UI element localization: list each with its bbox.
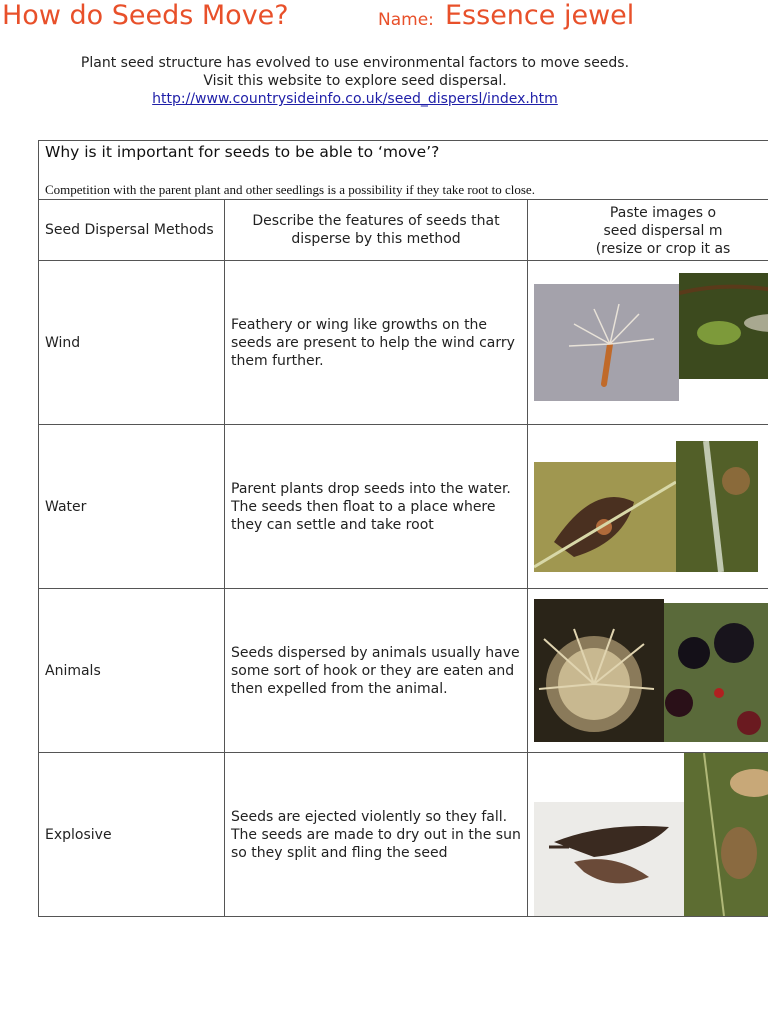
water-seedpod-photo[interactable]	[534, 462, 676, 572]
image-cell[interactable]	[528, 261, 768, 425]
header-images-line-3: (resize or crop it as	[595, 241, 731, 257]
wind-seedpod-photo[interactable]	[679, 273, 768, 379]
table-row	[39, 261, 768, 425]
method-cell: Water	[39, 425, 225, 589]
page-title: How do Seeds Move?	[2, 0, 289, 31]
header-images	[528, 200, 768, 261]
header-images-line-1: Paste images o	[609, 205, 717, 221]
intro-text	[0, 54, 710, 108]
question-answer[interactable]: Competition with the parent plant and other seedlings is a possibility if they take root to close.	[45, 182, 535, 197]
seed-dispersal-table	[38, 140, 768, 917]
description-cell[interactable]: Seeds are ejected violently so they fall. The seeds are made to dry out in the sun so they split and fling the seed	[225, 753, 528, 917]
header-images-line-2: seed dispersal m	[603, 223, 723, 239]
name-label: Name:	[378, 10, 434, 30]
description-cell[interactable]: Parent plants drop seeds into the water. The seeds then float to a place where they can settle and take root	[225, 425, 528, 589]
method-cell: Wind	[39, 261, 225, 425]
intro-line-2: Visit this website to explore seed dispersal.	[203, 73, 507, 89]
burr-seed-photo[interactable]	[534, 599, 664, 742]
header-features: Describe the features of seeds that disperse by this method	[225, 200, 528, 261]
header-methods: Seed Dispersal Methods	[39, 200, 225, 261]
explosive-seedpod-photo[interactable]	[534, 802, 684, 916]
image-cell[interactable]	[528, 753, 768, 917]
question-cell	[39, 141, 768, 200]
berries-photo[interactable]	[664, 603, 768, 742]
question-title: Why is it important for seeds to be able to ‘move’?	[45, 143, 440, 161]
explosive-plant-photo[interactable]	[684, 753, 768, 916]
wind-seed-photo[interactable]	[534, 284, 679, 401]
table-row	[39, 425, 768, 589]
method-cell: Explosive	[39, 753, 225, 917]
table-row	[39, 753, 768, 917]
table-row	[39, 589, 768, 753]
image-cell[interactable]	[528, 425, 768, 589]
image-cell[interactable]	[528, 589, 768, 753]
table-header-row	[39, 200, 768, 261]
page-header	[0, 0, 768, 40]
method-cell: Animals	[39, 589, 225, 753]
intro-line-1: Plant seed structure has evolved to use environmental factors to move seeds.	[80, 55, 630, 71]
name-field[interactable]: Essence jewel	[445, 0, 635, 31]
description-cell[interactable]: Feathery or wing like growths on the seeds are present to help the wind carry them further.	[225, 261, 528, 425]
dispersal-website-link[interactable]: http://www.countrysideinfo.co.uk/seed_dispersl/index.htm	[152, 91, 558, 107]
water-stream-photo[interactable]	[676, 441, 758, 572]
description-cell[interactable]: Seeds dispersed by animals usually have some sort of hook or they are eaten and then expelled from the animal.	[225, 589, 528, 753]
